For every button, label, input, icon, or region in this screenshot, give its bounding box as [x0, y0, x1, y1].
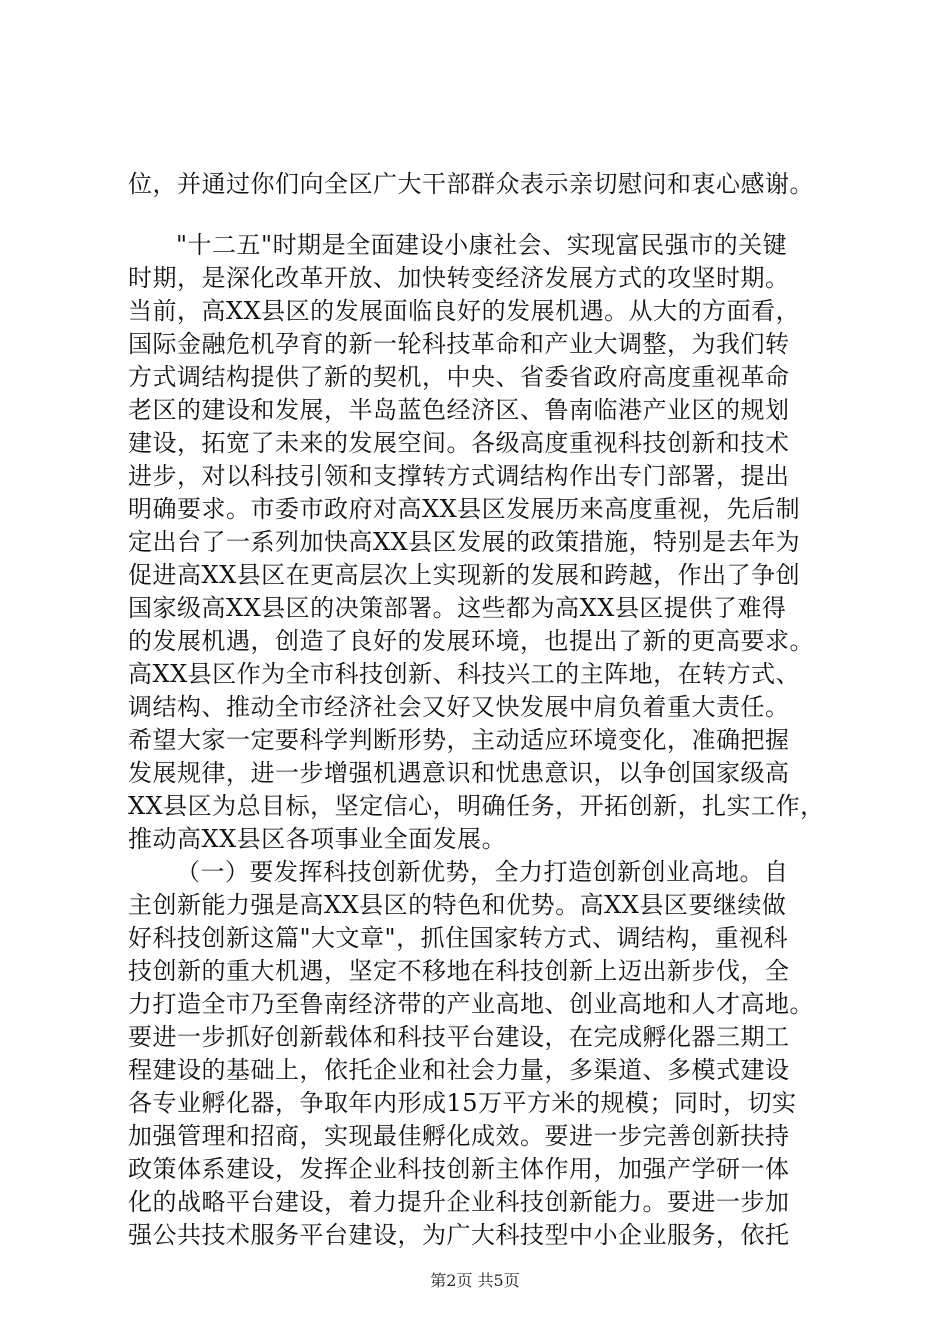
paragraph-line: 主创新能力强是高XX县区的特色和优势。高XX县区要继续做 [128, 891, 787, 919]
paragraph-line: 强公共技术服务平台建设，为广大科技型中小企业服务，依托 [128, 1221, 790, 1249]
continuation-line: 位，并通过你们向全区广大干部群众表示亲切慰问和衷心感谢。 [128, 170, 814, 198]
paragraph-line: 力打造全市乃至鲁南经济带的产业高地、创业高地和人才高地。 [128, 990, 814, 1018]
paragraph-line: 程建设的基础上，依托企业和社会力量，多渠道、多模式建设 [128, 1056, 790, 1084]
paragraph-2 [128, 856, 864, 1252]
paragraph-line: 国际金融危机孕育的新一轮科技革命和产业大调整，为我们转 [128, 330, 790, 358]
paragraph-1 [128, 229, 864, 856]
paragraph-gap [128, 201, 864, 229]
paragraph-line: 希望大家一定要科学判断形势，主动适应环境变化，准确把握 [128, 726, 790, 754]
paragraph-line: 政策体系建设，发挥企业科技创新主体作用，加强产学研一体 [128, 1155, 790, 1183]
paragraph-line: 促进高XX县区在更高层次上实现新的发展和跨越，作出了争创 [128, 561, 801, 589]
paragraph-line: 进步，对以科技引领和支撑转方式调结构作出专门部署，提出 [128, 462, 790, 490]
paragraph-line: 好科技创新这篇"大文章"，抓住国家转方式、调结构，重视科 [128, 924, 789, 952]
paragraph-line: 高XX县区作为全市科技创新、科技兴工的主阵地，在转方式、 [128, 660, 801, 688]
paragraph-line: 方式调结构提供了新的契机，中央、省委省政府高度重视革命 [128, 363, 790, 391]
page-footer: 第2页 共5页 [430, 1271, 520, 1290]
paragraph-line: "十二五"时期是全面建设小康社会、实现富民强市的关键 [176, 231, 788, 259]
paragraph-line: 的发展机遇，创造了良好的发展环境，也提出了新的更高要求。 [128, 627, 814, 655]
paragraph-line: 时期，是深化改革开放、加快转变经济发展方式的攻坚时期。 [128, 264, 790, 292]
paragraph-line: 推动高XX县区各项事业全面发展。 [128, 825, 507, 853]
paragraph-line: 老区的建设和发展，半岛蓝色经济区、鲁南临港产业区的规划 [128, 396, 790, 424]
paragraph-line: 化的战略平台建设，着力提升企业科技创新能力。要进一步加 [128, 1188, 790, 1216]
paragraph-line: 要进一步抓好创新载体和科技平台建设，在完成孵化器三期工 [128, 1023, 790, 1051]
paragraph-line: 国家级高XX县区的决策部署。这些都为高XX县区提供了难得 [128, 594, 787, 622]
paragraph-line: XX县区为总目标，坚定信心，明确任务，开拓创新，扎实工作， [128, 792, 825, 820]
paragraph-line: 明确要求。市委市政府对高XX县区发展历来高度重视，先后制 [128, 495, 801, 523]
paragraph-line: 当前，高XX县区的发展面临良好的发展机遇。从大的方面看， [128, 297, 801, 325]
paragraph-line: （一）要发挥科技创新优势，全力打造创新创业高地。自 [176, 858, 789, 886]
paragraph-line: 定出台了一系列加快高XX县区发展的政策措施，特别是去年为 [128, 528, 801, 556]
paragraph-line: 调结构、推动全市经济社会又好又快发展中肩负着重大责任。 [128, 693, 790, 721]
paragraph-line: 加强管理和招商，实现最佳孵化成效。要进一步完善创新扶持 [128, 1122, 790, 1150]
paragraph-line: 技创新的重大机遇，坚定不移地在科技创新上迈出新步伐，全 [128, 957, 790, 985]
paragraph-line: 发展规律，进一步增强机遇意识和忧患意识，以争创国家级高 [128, 759, 790, 787]
paragraph-line: 建设，拓宽了未来的发展空间。各级高度重视科技创新和技术 [128, 429, 790, 457]
body-text [128, 168, 864, 1252]
paragraph-line: 各专业孵化器，争取年内形成15万平方米的规模；同时，切实 [128, 1089, 797, 1117]
